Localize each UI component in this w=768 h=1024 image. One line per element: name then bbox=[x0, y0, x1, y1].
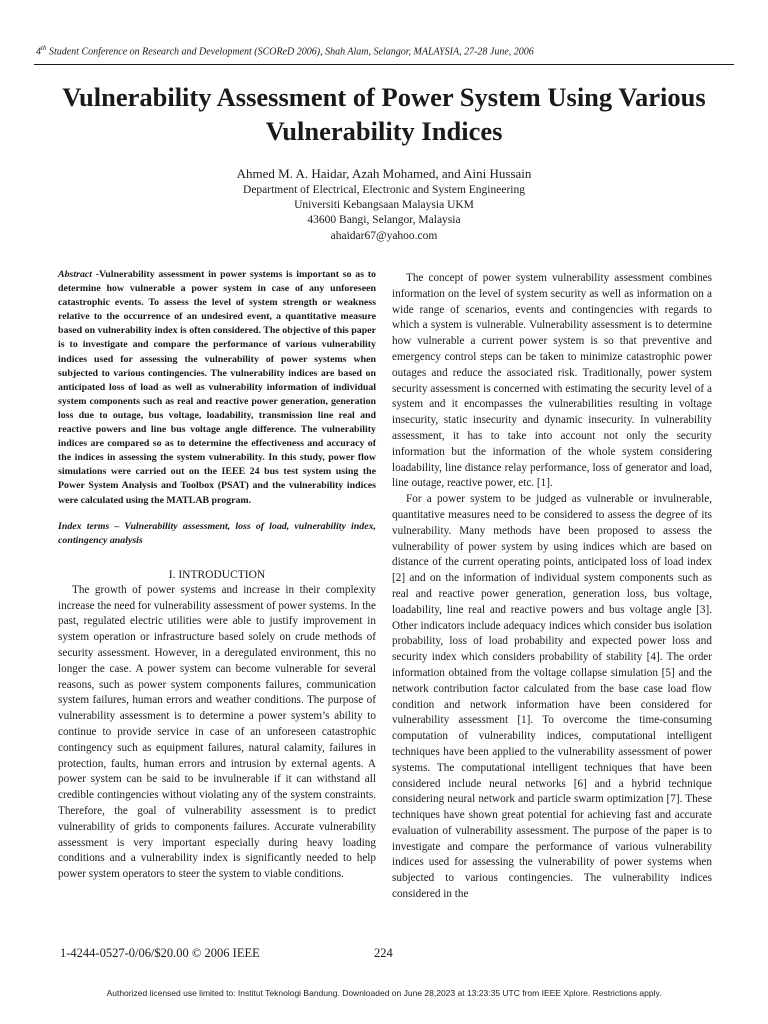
section-heading-introduction: I. INTRODUCTION bbox=[168, 568, 266, 581]
index-terms: Index terms – Vulnerability assessment, loss of load, vulnerability index, contingency analysis bbox=[58, 520, 376, 546]
abstract bbox=[58, 268, 376, 508]
page-number: 224 bbox=[374, 946, 393, 960]
isbn-copyright: 1-4244-0527-0/06/$20.00 © 2006 IEEE bbox=[60, 946, 260, 960]
authorization-notice: Authorized licensed use limited to: Institut Teknologi Bandung. Downloaded on June 28,2023 at 13:23:35 UTC from IEEE Xplore. Restrictions apply. bbox=[106, 988, 662, 998]
affiliation-university: Universiti Kebangsaan Malaysia UKM bbox=[294, 199, 474, 212]
author-email: ahaidar67@yahoo.com bbox=[330, 229, 438, 242]
author-list: Ahmed M. A. Haidar, Azah Mohamed, and Aini Hussain bbox=[236, 166, 532, 181]
intro-paragraph: The growth of power systems and increase in their complexity increase the need for vulnerability assessment of power systems. In the past, regulated electric utilities were able to justify improvement in system operation or infrastructure based solely on crude methods of security assessment. However, in a deregulated environment, this no longer the case. A power system can become vulnerable for several reasons, such as power system components failures, communication system failures, human errors and weather conditions. The purpose of vulnerability assessment is to determine a power system’s ability to continue to provide service in case of an unforeseen catastrophic contingency such as equipment failures, natural calamity, failures in protection, faults, human errors and intrusion by external agents. A power system can be said to be invulnerable if it can withstand all credible contingencies without violating any of the system constraints. Therefore, the goal of vulnerability assessment is to predict vulnerability of grids to components failures. Accurate vulnerability assessment is very important especially during heavy loading conditions and a vulnerability index is significantly needed to help power system operators to steer the system to viable conditions. bbox=[58, 583, 376, 881]
right-paragraph-2: For a power system to be judged as vulnerable or invulnerable, quantitative measures need to be considered to assess the degree of its vulnerability. Many methods have been proposed to assess the vulnerability of power system by using indices which are based on distance of the current operating points, anticipated loss of load index [2] and on the information of individual system components such as real and reactive power generation, generation loss, bus voltage, loadability, line real and reactive powers and bus voltage angle [3]. Other indicators include adequacy indices which consider bus isolation probability, loss of load probability and expected power loss and security index which considers probability of stability [4]. The order information obtained from the voltage collapse simulation [5] and the network contribution factor calculated from the base case load flow condition and network information have been considered for vulnerability assessment [1]. To overcome the time-consuming computation of vulnerability indices, computational intelligent techniques have been applied to the vulnerability assessment of power systems. The computational intelligent techniques that have been considered include neural networks [6] and a hybrid technique considering neural network and particle swarm optimization [7]. These techniques have shown great potential for achieving fast and accurate evaluation of vulnerability assessment. The purpose of the paper is to investigate and compare the performance of various vulnerability indices used for assessing the vulnerability of power systems when subjected to various contingencies. The vulnerability indices considered in the bbox=[392, 493, 712, 901]
header-rule bbox=[34, 64, 734, 65]
paper-title: Vulnerability Assessment of Power System Using Various Vulnerability Indices bbox=[62, 82, 706, 146]
conference-ordinal: 4 bbox=[36, 46, 41, 58]
abstract-text: -Vulnerability assessment in power systems is important so as to determine how vulnerable a power system in case of any unforeseen catastrophic events. To assess the level of system strength or weakness relative to the occurrence of an undesired event, a quantitative measure based on vulnerability index is often considered. The objective of this paper is to investigate and compare the performance of various vulnerability indices used for assessing the vulnerability of power systems when subjected to various contingencies. The vulnerability indices are based on anticipated loss of load as well as vulnerability information of individual system components such as real and reactive power generation, generation loss due to outage, bus voltage, loadability, transmission line real and reactive powers and line bus voltage angle difference. The vulnerability indices are compared so as to determine the effectiveness and accuracy of the indices in assessing the system vulnerability. In this study, power flow simulations were carried out on the IEEE 24 bus test system using the Power System Analysis and Toolbox (PSAT) and the vulnerability indices were calculated using the MATLAB program. bbox=[58, 269, 376, 506]
left-column bbox=[58, 268, 376, 883]
right-column bbox=[392, 271, 712, 903]
right-paragraph-1: The concept of power system vulnerability assessment combines information on the level of system security as well as information on a wide range of scenarios, events and contingencies with regards to which a system is vulnerable. Vulnerability assessment is to determine how vulnerable a current power system is so that preventive and emergency control steps can be taken to minimize catastrophic power outages and reduce the associated risk. Traditionally, power system security assessment is concerned with estimating the security level of a system and it encompasses the vulnerabilities resulting in voltage insecurity, static insecurity and dynamic insecurity. In vulnerability assessment, it has to take into account not only the security information but the information of the whole system considering loadability, line distance relay performance, loss of generator and load, line outage, reactive power, etc. [1]. bbox=[392, 272, 712, 490]
conference-text: Student Conference on Research and Development (SCOReD 2006), Shah Alam, Selangor, MALAYSIA, 27-28 June, 2006 bbox=[46, 46, 534, 58]
conference-ordinal-suffix: th bbox=[41, 44, 47, 52]
conference-header bbox=[36, 44, 736, 57]
affiliation-block bbox=[34, 183, 734, 244]
affiliation-department: Department of Electrical, Electronic and System Engineering bbox=[243, 184, 525, 196]
abstract-lead: Abstract bbox=[58, 269, 93, 280]
affiliation-address: 43600 Bangi, Selangor, Malaysia bbox=[307, 214, 461, 227]
